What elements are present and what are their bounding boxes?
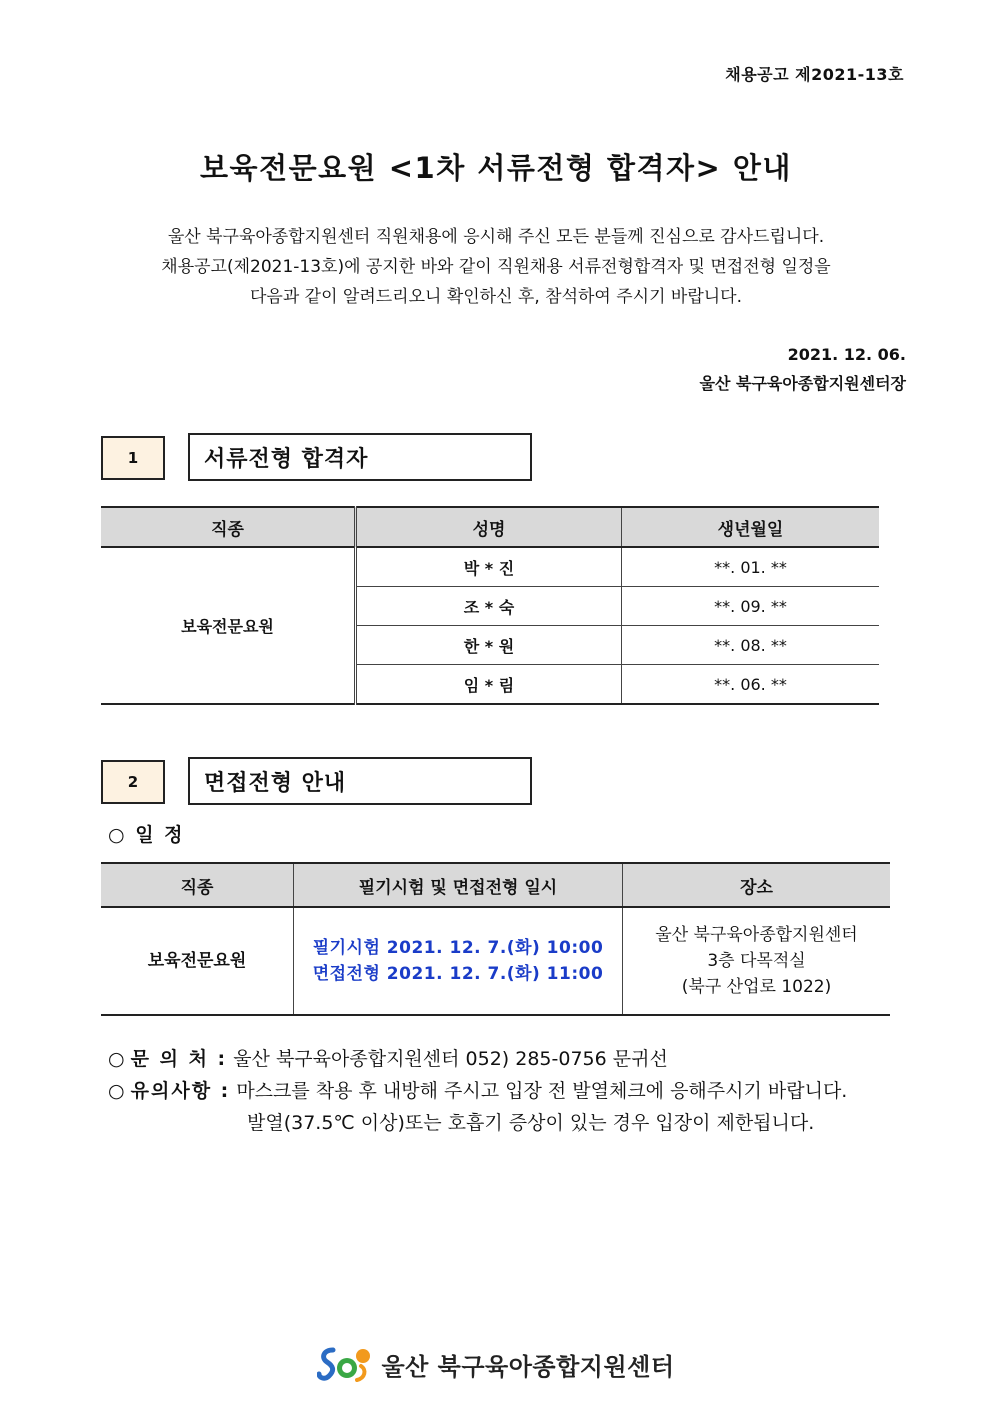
header-job: 직종: [101, 863, 294, 907]
table-row: [101, 547, 879, 587]
contact-label: 문 의 처 :: [130, 1048, 228, 1070]
name-cell: 한 * 원: [356, 626, 622, 665]
place-cell: [623, 907, 891, 1015]
notes-line-2: 발열(37.5℃ 이상)또는 호흡기 증상이 있는 경우 입장이 제한됩니다.: [247, 1112, 815, 1134]
header-datetime: 필기시험 및 면접전형 일시: [294, 863, 623, 907]
date-issuer-block: [700, 340, 907, 398]
contact-line: [108, 1044, 668, 1074]
table-header-row: [101, 507, 879, 547]
table-header-row: [101, 863, 890, 907]
intro-line: 울산 북구육아종합지원센터 직원채용에 응시해 주신 모든 분들께 진심으로 감사드립니다.: [167, 227, 825, 247]
intro-text: [0, 222, 992, 312]
logo-mark-icon: [317, 1344, 373, 1384]
datetime-cell: [294, 907, 623, 1015]
page-title: 보육전문요원 <1차 서류전형 합격자> 안내: [200, 151, 792, 185]
intro-line: 다음과 같이 알려드리오니 확인하신 후, 참석하여 주시기 바랍니다.: [249, 287, 743, 307]
birth-cell: **. 06. **: [622, 665, 880, 705]
bullet: ○: [108, 1080, 125, 1102]
section1-title: 서류전형 합격자: [188, 433, 532, 481]
issue-date: 2021. 12. 06.: [787, 345, 906, 364]
job-cell: 보육전문요원: [101, 907, 294, 1015]
place-line: (북구 산업로 1022): [681, 977, 832, 997]
place-line: 울산 북구육아종합지원센터: [655, 925, 858, 945]
header-job: 직종: [101, 507, 356, 547]
name-cell: 조 * 숙: [356, 587, 622, 626]
birth-cell: **. 09. **: [622, 587, 880, 626]
interview-time: 면접전형 2021. 12. 7.(화) 11:00: [312, 964, 604, 984]
birth-cell: **. 08. **: [622, 626, 880, 665]
header-birth: 생년월일: [622, 507, 880, 547]
notes-text: 마스크를 착용 후 내방해 주시고 입장 전 발열체크에 응해주시기 바랍니다.: [236, 1080, 848, 1102]
section2-title: 면접전형 안내: [188, 757, 532, 805]
intro-line: 채용공고(제2021-13호)에 공지한 바와 같이 직원채용 서류전형합격자 및 면접전형 일정을: [161, 257, 831, 277]
logo-text: 울산 북구육아종합지원센터: [381, 1352, 675, 1381]
birth-cell: **. 01. **: [622, 547, 880, 587]
notes-label: 유의사항 :: [130, 1080, 231, 1102]
notice-number: 채용공고 제2021-13호: [725, 65, 904, 84]
name-cell: 임 * 림: [356, 665, 622, 705]
job-cell: 보육전문요원: [101, 547, 356, 704]
bullet: ○: [108, 1048, 125, 1070]
section1-number: 1: [101, 436, 165, 480]
header-name: 성명: [356, 507, 622, 547]
name-cell: 박 * 진: [356, 547, 622, 587]
section2-number: 2: [101, 760, 165, 804]
issuer: 울산 북구육아종합지원센터장: [699, 374, 906, 393]
passers-table: [101, 506, 879, 705]
header-place: 장소: [623, 863, 891, 907]
table-row: [101, 907, 890, 1015]
place-line: 3층 다목적실: [707, 951, 806, 971]
schedule-label: ○ 일 정: [108, 824, 185, 846]
contact-text: 울산 북구육아종합지원센터 052) 285-0756 문귀선: [233, 1048, 668, 1070]
notes-line: [108, 1076, 847, 1106]
schedule-table: [101, 862, 890, 1016]
written-exam-time: 필기시험 2021. 12. 7.(화) 10:00: [312, 938, 604, 958]
footer-logo: [0, 1344, 992, 1384]
